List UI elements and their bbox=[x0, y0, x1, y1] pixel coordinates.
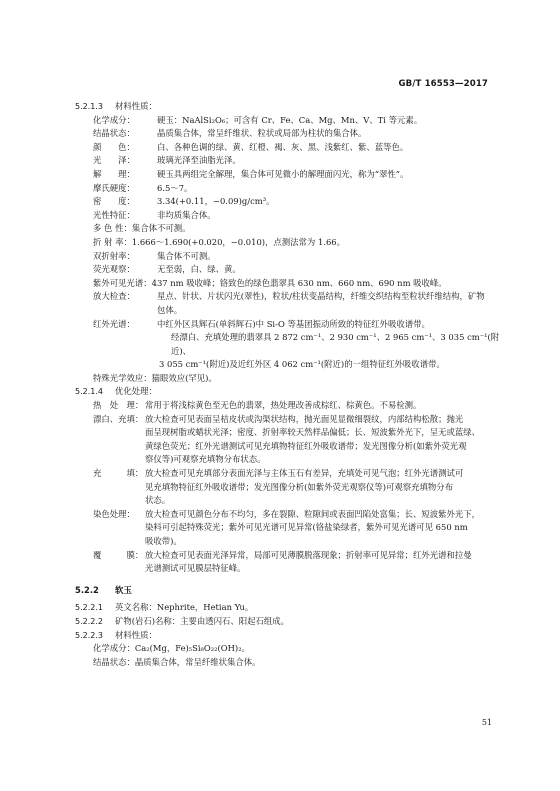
magnify-label: 放大检查： bbox=[93, 291, 135, 302]
section-title: 优化处理： bbox=[115, 386, 157, 397]
treatment-label: 覆 膜： bbox=[93, 549, 144, 560]
section-number: 5.2.2.2 bbox=[75, 616, 103, 626]
mineral-name: 矿物(岩石)名称：主要由透闪石、阳起石组成。 bbox=[115, 615, 290, 626]
treatment-label: 漂白、充填： bbox=[93, 413, 144, 424]
treatment-line: 面呈现树脂或蜡状光泽；密度、折射率较天然样品偏低；长、短波紫外光下，呈无或蓝绿、 bbox=[145, 427, 480, 438]
property-label: 折 射 率： bbox=[93, 236, 132, 247]
treatment-line: 常用于将浅棕黄色至无色的翡翠，热处理改善成棕红、棕黄色。不易检测。 bbox=[145, 400, 422, 411]
property-value: Ca₂(Mg，Fe)₅Si₈O₂₂(OH)₂。 bbox=[134, 643, 250, 654]
ir-line-1: 中红外区具辉石(单斜辉石)中 Si-O 等基团振动所致的特征红外吸收谱带。 bbox=[157, 318, 430, 329]
treatment-label: 热 处 理： bbox=[93, 400, 144, 411]
section-number: 5.2.1.3 bbox=[75, 102, 103, 111]
property-row bbox=[93, 277, 515, 291]
section-5-2-2-2 bbox=[75, 615, 515, 629]
ir-row bbox=[93, 318, 515, 332]
section-number: 5.2.2.1 bbox=[75, 603, 103, 613]
section-5-2-2-heading bbox=[75, 584, 515, 598]
property-label: 荧光观察： bbox=[93, 264, 135, 275]
treatment-row bbox=[93, 413, 515, 427]
property-value: 白、各种色调的绿、黄、红橙、褐、灰、黑、浅紫红、紫、蓝等色。 bbox=[157, 141, 409, 152]
property-label: 紫外可见光谱： bbox=[93, 277, 152, 288]
property-row bbox=[93, 195, 515, 209]
property-value: 1.666～1.690(+0.020，−0.010)，点测法常为 1.66。 bbox=[131, 236, 345, 247]
property-row bbox=[93, 263, 515, 277]
treatment-line: 放大检查可见表面呈桔皮状或沟渠状结构，抛光面见显微细裂纹，内部结构松散；抛光 bbox=[145, 413, 464, 424]
property-row bbox=[93, 168, 515, 182]
section-number: 5.2.2 bbox=[75, 584, 99, 595]
property-label: 多 色 性： bbox=[93, 223, 132, 234]
treatment-row bbox=[93, 549, 515, 563]
special-effect-row bbox=[93, 372, 515, 386]
section-number: 5.2.2.3 bbox=[75, 630, 103, 640]
property-value: 硬玉：NaAlSi₂O₆；可含有 Cr、Fe、Ca、Mg、Mn、V、Ti 等元素。 bbox=[157, 114, 423, 125]
section-title: 材料性质： bbox=[115, 629, 157, 640]
english-name: 英文名称：Nephrite，Hetian Yu。 bbox=[115, 602, 254, 613]
treatment-line: 黄绿色荧光；红外光谱测试可见充填物特征红外吸收谱带；发光图像分析(如紫外荧光观 bbox=[145, 440, 467, 451]
page-number: 51 bbox=[481, 718, 492, 727]
property-label: 光 泽： bbox=[93, 155, 135, 166]
property-value: 硬玉具两组完全解理，集合体可见微小的解理面闪光，称为“翠性”。 bbox=[157, 168, 409, 179]
property-label: 光性特征： bbox=[93, 209, 135, 220]
property-value: 非均质集合体。 bbox=[157, 209, 216, 220]
section-5-2-1-3 bbox=[75, 100, 515, 114]
treatment-label: 充 填： bbox=[93, 468, 144, 479]
property-row bbox=[93, 250, 515, 264]
section-5-2-2-1 bbox=[75, 601, 515, 615]
property-value: 集合体不可测。 bbox=[157, 250, 216, 261]
property-label: 双折射率： bbox=[93, 250, 135, 261]
section-number: 5.2.1.4 bbox=[75, 387, 103, 397]
section-title: 材料性质： bbox=[115, 101, 157, 111]
property-row bbox=[93, 222, 515, 236]
treatment-label: 染色处理： bbox=[93, 508, 135, 519]
property-label: 颜 色： bbox=[93, 141, 135, 152]
property-row bbox=[93, 642, 515, 656]
property-row bbox=[93, 141, 515, 155]
treatment-line: 放大检查可见充填部分表面光泽与主体玉石有差异，充填处可见气泡；红外光谱测试可 bbox=[145, 468, 464, 479]
property-label: 结晶状态： bbox=[93, 128, 135, 139]
property-row bbox=[93, 656, 515, 670]
property-value: 晶质集合体，常呈纤维状集合体。 bbox=[134, 656, 261, 667]
treatment-row bbox=[93, 508, 515, 522]
treatment-line: 见充填物特征红外吸收谱带；发光图像分析(如紫外荧光观察仪等)可观察充填物分布 bbox=[145, 481, 454, 492]
treatment-line: 察仪等)可观察充填物分布状态。 bbox=[145, 454, 266, 465]
treatment-row bbox=[93, 399, 515, 413]
document-body bbox=[75, 100, 515, 669]
property-value: 6.5～7。 bbox=[157, 182, 193, 193]
section-title: 软玉 bbox=[115, 584, 132, 595]
treatment-line: 放大检查可见表面光泽异常，局部可见薄膜脱落现象；折射率可见异常；红外光谱和拉曼 bbox=[145, 549, 472, 560]
magnify-line-2: 包体。 bbox=[157, 304, 183, 315]
special-effect-label: 特殊光学效应： bbox=[93, 372, 152, 383]
section-5-2-1-4 bbox=[75, 385, 515, 399]
property-label: 化学成分： bbox=[93, 643, 135, 654]
ir-label: 红外光谱： bbox=[93, 318, 135, 329]
treatment-line: 状态。 bbox=[145, 495, 171, 506]
property-label: 摩氏硬度： bbox=[93, 182, 135, 193]
treatment-line: 染料可引起特殊荧光；紫外可见光谱可见异常(铬盐染绿者，紫外可见光谱可见 650 nm bbox=[145, 522, 468, 533]
property-row bbox=[93, 236, 515, 250]
property-value: 集合体不可测。 bbox=[131, 223, 191, 234]
standard-number: GB/T 16553—2017 bbox=[398, 79, 488, 89]
property-value: 437 nm 吸收峰；铬致色的绿色翡翠具 630 nm、660 nm、690 nm 吸收峰。 bbox=[151, 277, 447, 288]
property-value: 无至弱，白、绿、黄。 bbox=[157, 264, 241, 275]
treatment-line: 放大检查可见颜色分布不均匀，多在裂隙、粒隙间或表面凹陷处富集；长、短波紫外光下， bbox=[145, 508, 480, 519]
property-label: 结晶状态： bbox=[93, 656, 135, 667]
property-value: 3.34(+0.11，−0.09)g/cm³。 bbox=[157, 196, 275, 207]
treatment-row bbox=[93, 467, 515, 481]
property-label: 解 理： bbox=[93, 168, 135, 179]
property-label: 密 度： bbox=[93, 196, 135, 207]
property-row bbox=[93, 209, 515, 223]
property-row bbox=[93, 127, 515, 141]
section-5-2-2-3 bbox=[75, 629, 515, 643]
property-row bbox=[93, 114, 515, 128]
property-value: 玻璃光泽至油脂光泽。 bbox=[157, 155, 241, 166]
property-row bbox=[93, 182, 515, 196]
ir-line-2: 经漂白、充填处理的翡翠具 2 872 cm⁻¹、2 930 cm⁻¹、2 965 cm⁻¹、3 035 cm⁻¹(附近)、 bbox=[171, 332, 500, 356]
treatment-line: 光谱测试可见膜层特征峰。 bbox=[145, 563, 246, 574]
property-value: 晶质集合体，常呈纤维状、粒状或局部为柱状的集合体。 bbox=[157, 128, 367, 139]
magnify-row bbox=[93, 290, 515, 304]
treatment-line: 吸收带)。 bbox=[145, 536, 182, 546]
property-label: 化学成分： bbox=[93, 114, 135, 125]
magnify-line-1: 星点、针状、片状闪光(翠性)，粒状/柱状变晶结构，纤维交织结构至粒状纤维结构，矿物 bbox=[157, 291, 485, 302]
special-effect-value: 猫眼效应(罕见)。 bbox=[151, 372, 217, 383]
property-row bbox=[93, 154, 515, 168]
ir-line-3: 3 055 cm⁻¹(附近)及近红外区 4 062 cm⁻¹(附近)的一组特征红外吸收谱带。 bbox=[159, 359, 445, 370]
